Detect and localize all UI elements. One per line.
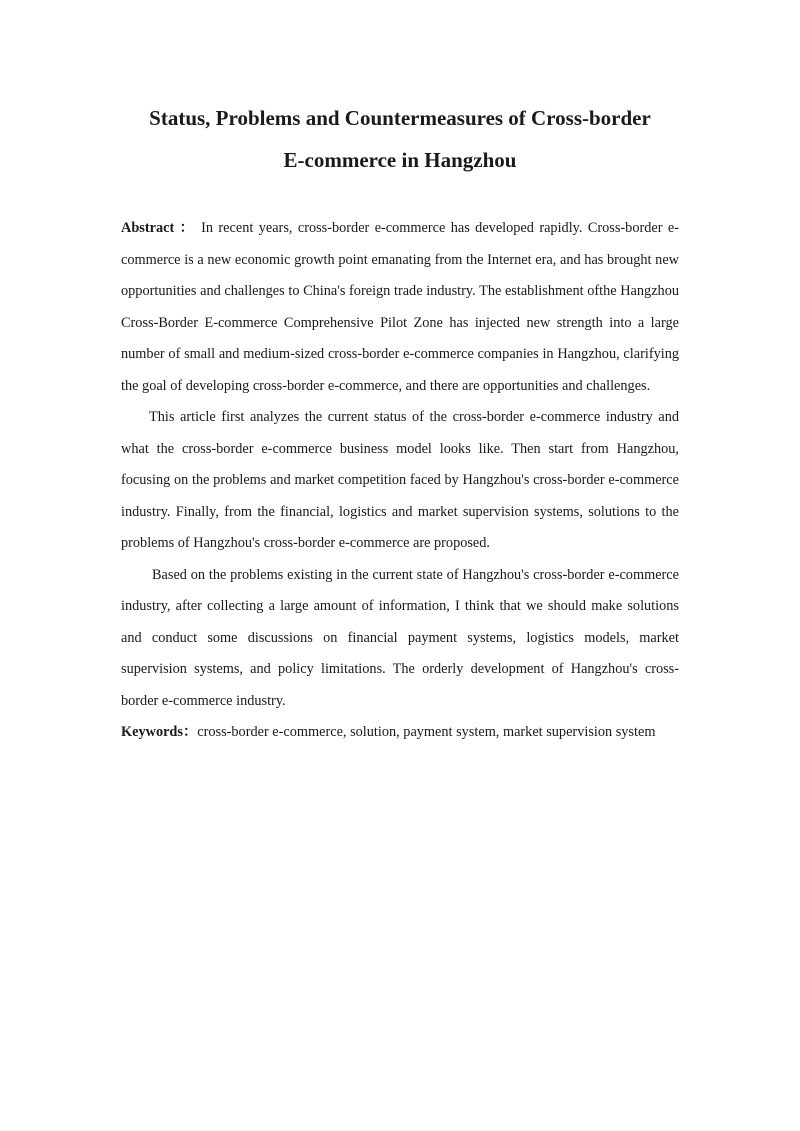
paper-title-line-1: Status, Problems and Countermeasures of Cross-border [149,106,651,130]
abstract-label: Abstract ： [121,220,196,236]
abstract-paragraph-3: Based on the problems existing in the current state of Hangzhou's cross-border e-commerce industry, after collecting a large amount of information, I think that we should make solutions and conduct some discussions on financial payment systems, logistics models, market supervision systems, and policy limitations. The orderly development of Hangzhou's cross-border e-commerce industry. [121,566,679,709]
abstract-paragraph [121,213,679,402]
keywords-label: Keywords： [121,724,198,740]
abstract-text: In recent years, cross-border e-commerce has developed rapidly. Cross-border e-commerce is a new economic growth point emanating from the Internet era, and has brought new opportunities and challenges to China's foreign trade industry. The establishment ofthe Hangzhou Cross-Border E-commerce Comprehensive Pilot Zone has injected new strength into a large number of small and medium-sized cross-border e-commerce companies in Hangzhou, clarifying the goal of developing cross-border e-commerce, and there are opportunities and challenges. [121,220,679,394]
paper-title-line-2: E-commerce in Hangzhou [283,148,517,172]
keywords-text: cross-border e-commerce, solution, payment system, market supervision system [197,724,656,740]
keywords-paragraph [121,717,679,749]
abstract-paragraph-2: This article first analyzes the current status of the cross-border e-commerce industry and what the cross-border e-commerce business model looks like. Then start from Hangzhou, focusing on the problems and market competition faced by Hangzhou's cross-border e-commerce industry. Finally, from the financial, logistics and market supervision systems, solutions to the problems of Hangzhou's cross-border e-commerce are proposed. [121,409,679,551]
abstract-section [121,213,679,749]
